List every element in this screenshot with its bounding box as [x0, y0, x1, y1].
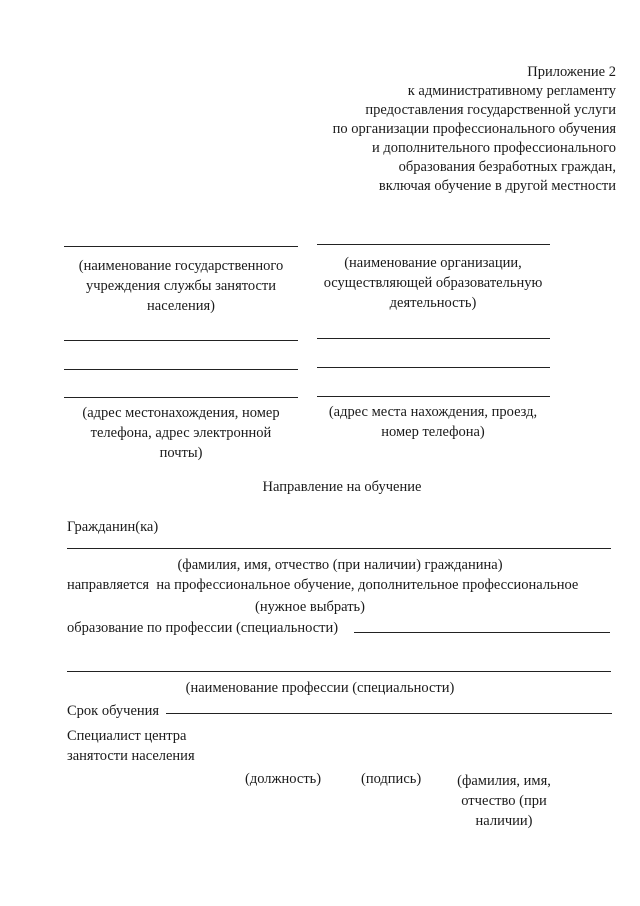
citizen-name-caption: (фамилия, имя, отчество (при наличии) гражданина): [177, 557, 503, 573]
employment-service-address-field-3[interactable]: [64, 397, 298, 398]
organization-address-caption: (адрес места нахождения, проезд, номер телефона): [328, 404, 538, 440]
profession-label: образование по профессии (специальности): [67, 620, 339, 636]
term-label: Срок обучения: [67, 703, 160, 719]
profession-caption: (наименование профессии (специальности): [185, 680, 455, 696]
organization-address-field-1[interactable]: [317, 338, 550, 339]
choose-note: (нужное выбрать): [255, 599, 365, 615]
profession-field[interactable]: [354, 632, 610, 633]
organization-name-caption: (наименование организации, осуществляющей образовательную деятельность): [323, 255, 543, 311]
citizen-name-field[interactable]: [67, 548, 611, 549]
direction-text: направляется на профессиональное обучение, дополнительное профессиональное: [67, 577, 579, 593]
header-line: предоставления государственной услуги: [365, 102, 616, 118]
header-line: Приложение 2: [527, 64, 616, 80]
profession-field-2[interactable]: [67, 671, 611, 672]
specialist-label: Специалист центра занятости населения: [67, 728, 195, 764]
citizen-label: Гражданин(ка): [67, 519, 159, 535]
signature-caption: (подпись): [361, 771, 422, 787]
organization-address-field-2[interactable]: [317, 367, 550, 368]
header-line: и дополнительного профессионального: [371, 140, 616, 156]
employment-service-name-caption: (наименование государственного учреждения службы занятости населения): [78, 258, 284, 314]
document-title: Направление на обучение: [262, 479, 422, 495]
fio-caption: (фамилия, имя, отчество (при наличии): [457, 773, 551, 829]
employment-service-name-field[interactable]: [64, 246, 298, 247]
position-caption: (должность): [245, 771, 322, 787]
header-line: включая обучение в другой местности: [378, 178, 616, 194]
header-line: образования безработных граждан,: [398, 159, 616, 175]
header-line: по организации профессионального обучения: [332, 121, 616, 137]
organization-name-field[interactable]: [317, 244, 550, 245]
employment-service-address-caption: (адрес местонахождения, номер телефона, адрес электронной почты): [82, 405, 280, 461]
header-line: к административному регламенту: [407, 83, 616, 99]
organization-address-field-3[interactable]: [317, 396, 550, 397]
employment-service-address-field-2[interactable]: [64, 369, 298, 370]
employment-service-address-field-1[interactable]: [64, 340, 298, 341]
appendix-header: [333, 63, 616, 196]
term-field[interactable]: [166, 713, 612, 714]
